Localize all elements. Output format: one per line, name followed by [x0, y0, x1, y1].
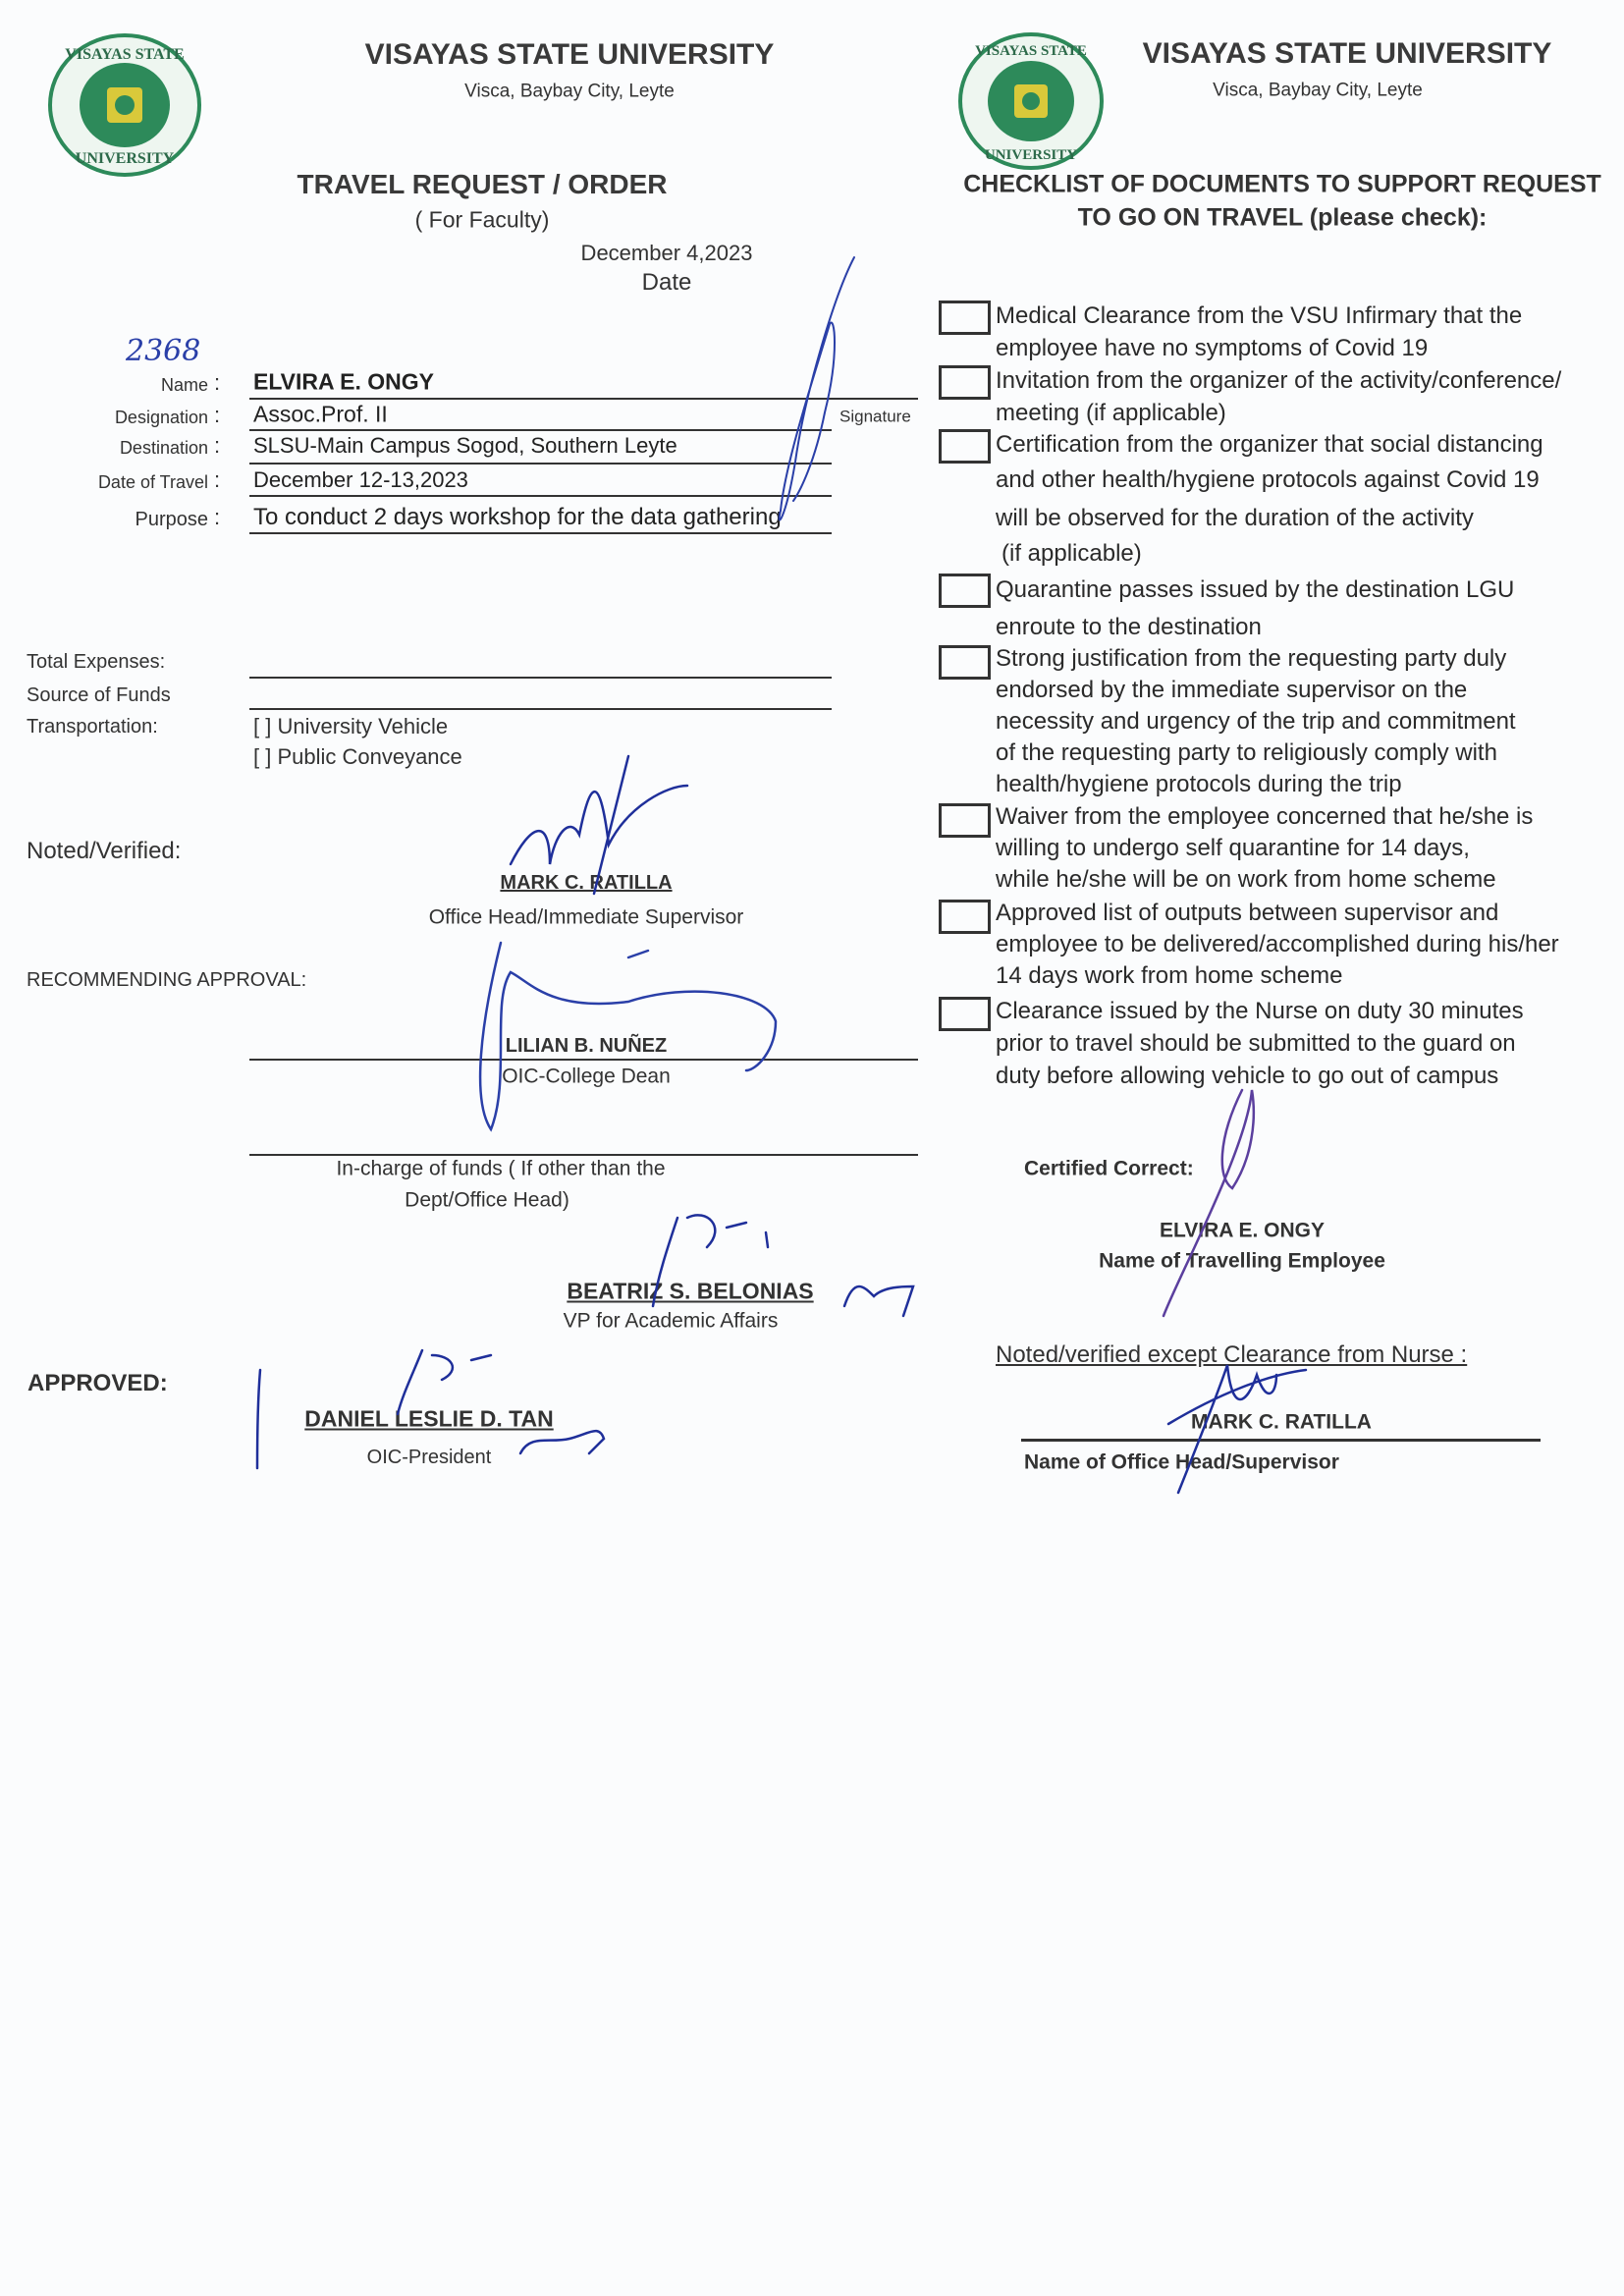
checklist-item: Approved list of outputs between supervisor and employee to be delivered/accomplished during his/her 14 days work from home scheme	[996, 900, 1559, 989]
noted-except-label: Noted/verified except Clearance from Nurse :	[996, 1341, 1468, 1368]
signature-applicant	[780, 257, 854, 519]
divider	[249, 463, 832, 465]
colon: :	[214, 403, 221, 427]
purpose-value: To conduct 2 days workshop for the data gathering	[253, 504, 782, 530]
colon: :	[214, 467, 221, 492]
checklist-item: Quarantine passes issued by the destination LGU enroute to the destination	[996, 576, 1515, 640]
checklist-checkbox[interactable]	[939, 803, 991, 838]
checklist-item: Strong justification from the requesting party duly endorsed by the immediate supervisor on the necessity and urgency of the trip and commitment of the requesting party to religiously comply with health/hygiene protocols during the trip	[996, 645, 1516, 797]
divider	[249, 1154, 918, 1156]
president-title: OIC-President	[366, 1447, 492, 1468]
dean-title: OIC-College Dean	[502, 1065, 671, 1088]
designation-label: Designation	[114, 408, 208, 427]
vp-name: BEATRIZ S. BELONIAS	[567, 1278, 814, 1304]
vp-title: VP for Academic Affairs	[563, 1309, 779, 1333]
university-address-right: Visca, Baybay City, Leyte	[1213, 80, 1423, 101]
supervisor-name: MARK C. RATILLA	[500, 872, 673, 894]
divider	[249, 429, 832, 431]
divider	[249, 398, 918, 400]
university-seal-logo-right	[952, 27, 1110, 175]
checklist-checkbox[interactable]	[939, 997, 991, 1031]
colon: :	[214, 505, 221, 529]
checklist-checkbox[interactable]	[939, 301, 991, 335]
name-label: Name	[160, 375, 208, 395]
supervisor-title: Office Head/Immediate Supervisor	[428, 905, 744, 929]
request-date: December 4,2023	[580, 241, 753, 265]
checklist-checkbox[interactable]	[939, 645, 991, 680]
date-of-travel-label: Date of Travel	[97, 472, 208, 492]
transportation-label: Transportation:	[27, 716, 158, 738]
svg-text:UNIVERSITY: UNIVERSITY	[984, 147, 1078, 163]
university-address: Visca, Baybay City, Leyte	[464, 81, 675, 102]
total-expenses-label: Total Expenses:	[27, 651, 166, 673]
destination-label: Destination	[119, 438, 208, 458]
colon: :	[214, 433, 221, 458]
checklist-item: Waiver from the employee concerned that he/she is willing to undergo self quarantine for 14 days, while he/she will be on work from home scheme	[996, 803, 1534, 893]
recommending-approval-label: RECOMMENDING APPROVAL:	[27, 969, 307, 991]
svg-text:VISAYAS STATE: VISAYAS STATE	[975, 43, 1087, 59]
head-name: MARK C. RATILLA	[1191, 1410, 1372, 1434]
divider	[1021, 1439, 1541, 1442]
approved-label: APPROVED:	[27, 1370, 168, 1396]
transport-option-university-vehicle[interactable]: [ ] University Vehicle	[253, 714, 449, 738]
dean-name: LILIAN B. NUÑEZ	[505, 1035, 668, 1057]
name-value: ELVIRA E. ONGY	[253, 368, 435, 395]
purpose-label: Purpose	[135, 509, 208, 530]
transport-option-public-conveyance[interactable]: [ ] Public Conveyance	[253, 744, 462, 769]
funds-incharge-caption-2: Dept/Office Head)	[405, 1188, 569, 1212]
date-of-travel-value: December 12-13,2023	[253, 467, 468, 492]
checklist-checkbox[interactable]	[939, 900, 991, 934]
form-title: TRAVEL REQUEST / ORDER	[297, 169, 668, 199]
divider	[249, 495, 832, 497]
source-of-funds-label: Source of Funds	[27, 684, 171, 706]
signature-label: Signature	[839, 407, 911, 426]
president-name: DANIEL LESLIE D. TAN	[304, 1405, 554, 1432]
university-name-right: VISAYAS STATE UNIVERSITY	[1142, 37, 1552, 70]
checklist-item: Clearance issued by the Nurse on duty 30 minutes prior to travel should be submitted to the guard on duty before allowing vehicle to go out of campus	[996, 998, 1524, 1089]
checklist-item: Invitation from the organizer of the activity/conference/ meeting (if applicable)	[996, 367, 1562, 426]
divider	[249, 677, 832, 679]
date-label: Date	[641, 269, 692, 296]
signature-employee-certified	[1164, 1090, 1254, 1316]
colon: :	[214, 370, 221, 395]
destination-value: SLSU-Main Campus Sogod, Southern Leyte	[253, 433, 677, 458]
checklist-checkbox[interactable]	[939, 574, 991, 608]
university-name: VISAYAS STATE UNIVERSITY	[364, 38, 775, 71]
divider	[249, 708, 832, 710]
employee-name: ELVIRA E. ONGY	[1159, 1219, 1326, 1242]
university-seal-logo	[46, 31, 203, 179]
funds-incharge-caption: In-charge of funds ( If other than the	[336, 1157, 666, 1180]
checklist-item: Medical Clearance from the VSU Infirmary that the employee have no symptoms of Covid 19	[996, 302, 1523, 361]
employee-caption: Name of Travelling Employee	[1099, 1249, 1385, 1273]
checklist-checkbox[interactable]	[939, 365, 991, 400]
designation-value: Assoc.Prof. II	[253, 401, 388, 427]
certified-correct-label: Certified Correct:	[1024, 1157, 1194, 1180]
divider	[249, 1059, 918, 1061]
head-caption: Name of Office Head/Supervisor	[1024, 1450, 1339, 1474]
divider	[249, 532, 832, 534]
checklist-checkbox[interactable]	[939, 429, 991, 464]
checklist-item: Certification from the organizer that social distancing and other health/hygiene protocols against Covid 19 will be observed for the duration of the activity (if applicable)	[996, 431, 1543, 567]
handwritten-reference-number: 2368	[126, 334, 201, 368]
form-subtitle: ( For Faculty)	[414, 206, 550, 233]
checklist-title: CHECKLIST OF DOCUMENTS TO SUPPORT REQUEST	[963, 170, 1601, 198]
noted-verified-label: Noted/Verified:	[27, 838, 182, 864]
svg-text:VISAYAS STATE: VISAYAS STATE	[65, 46, 185, 63]
svg-text:UNIVERSITY: UNIVERSITY	[75, 150, 175, 167]
checklist-title-2: TO GO ON TRAVEL (please check):	[1077, 203, 1488, 232]
